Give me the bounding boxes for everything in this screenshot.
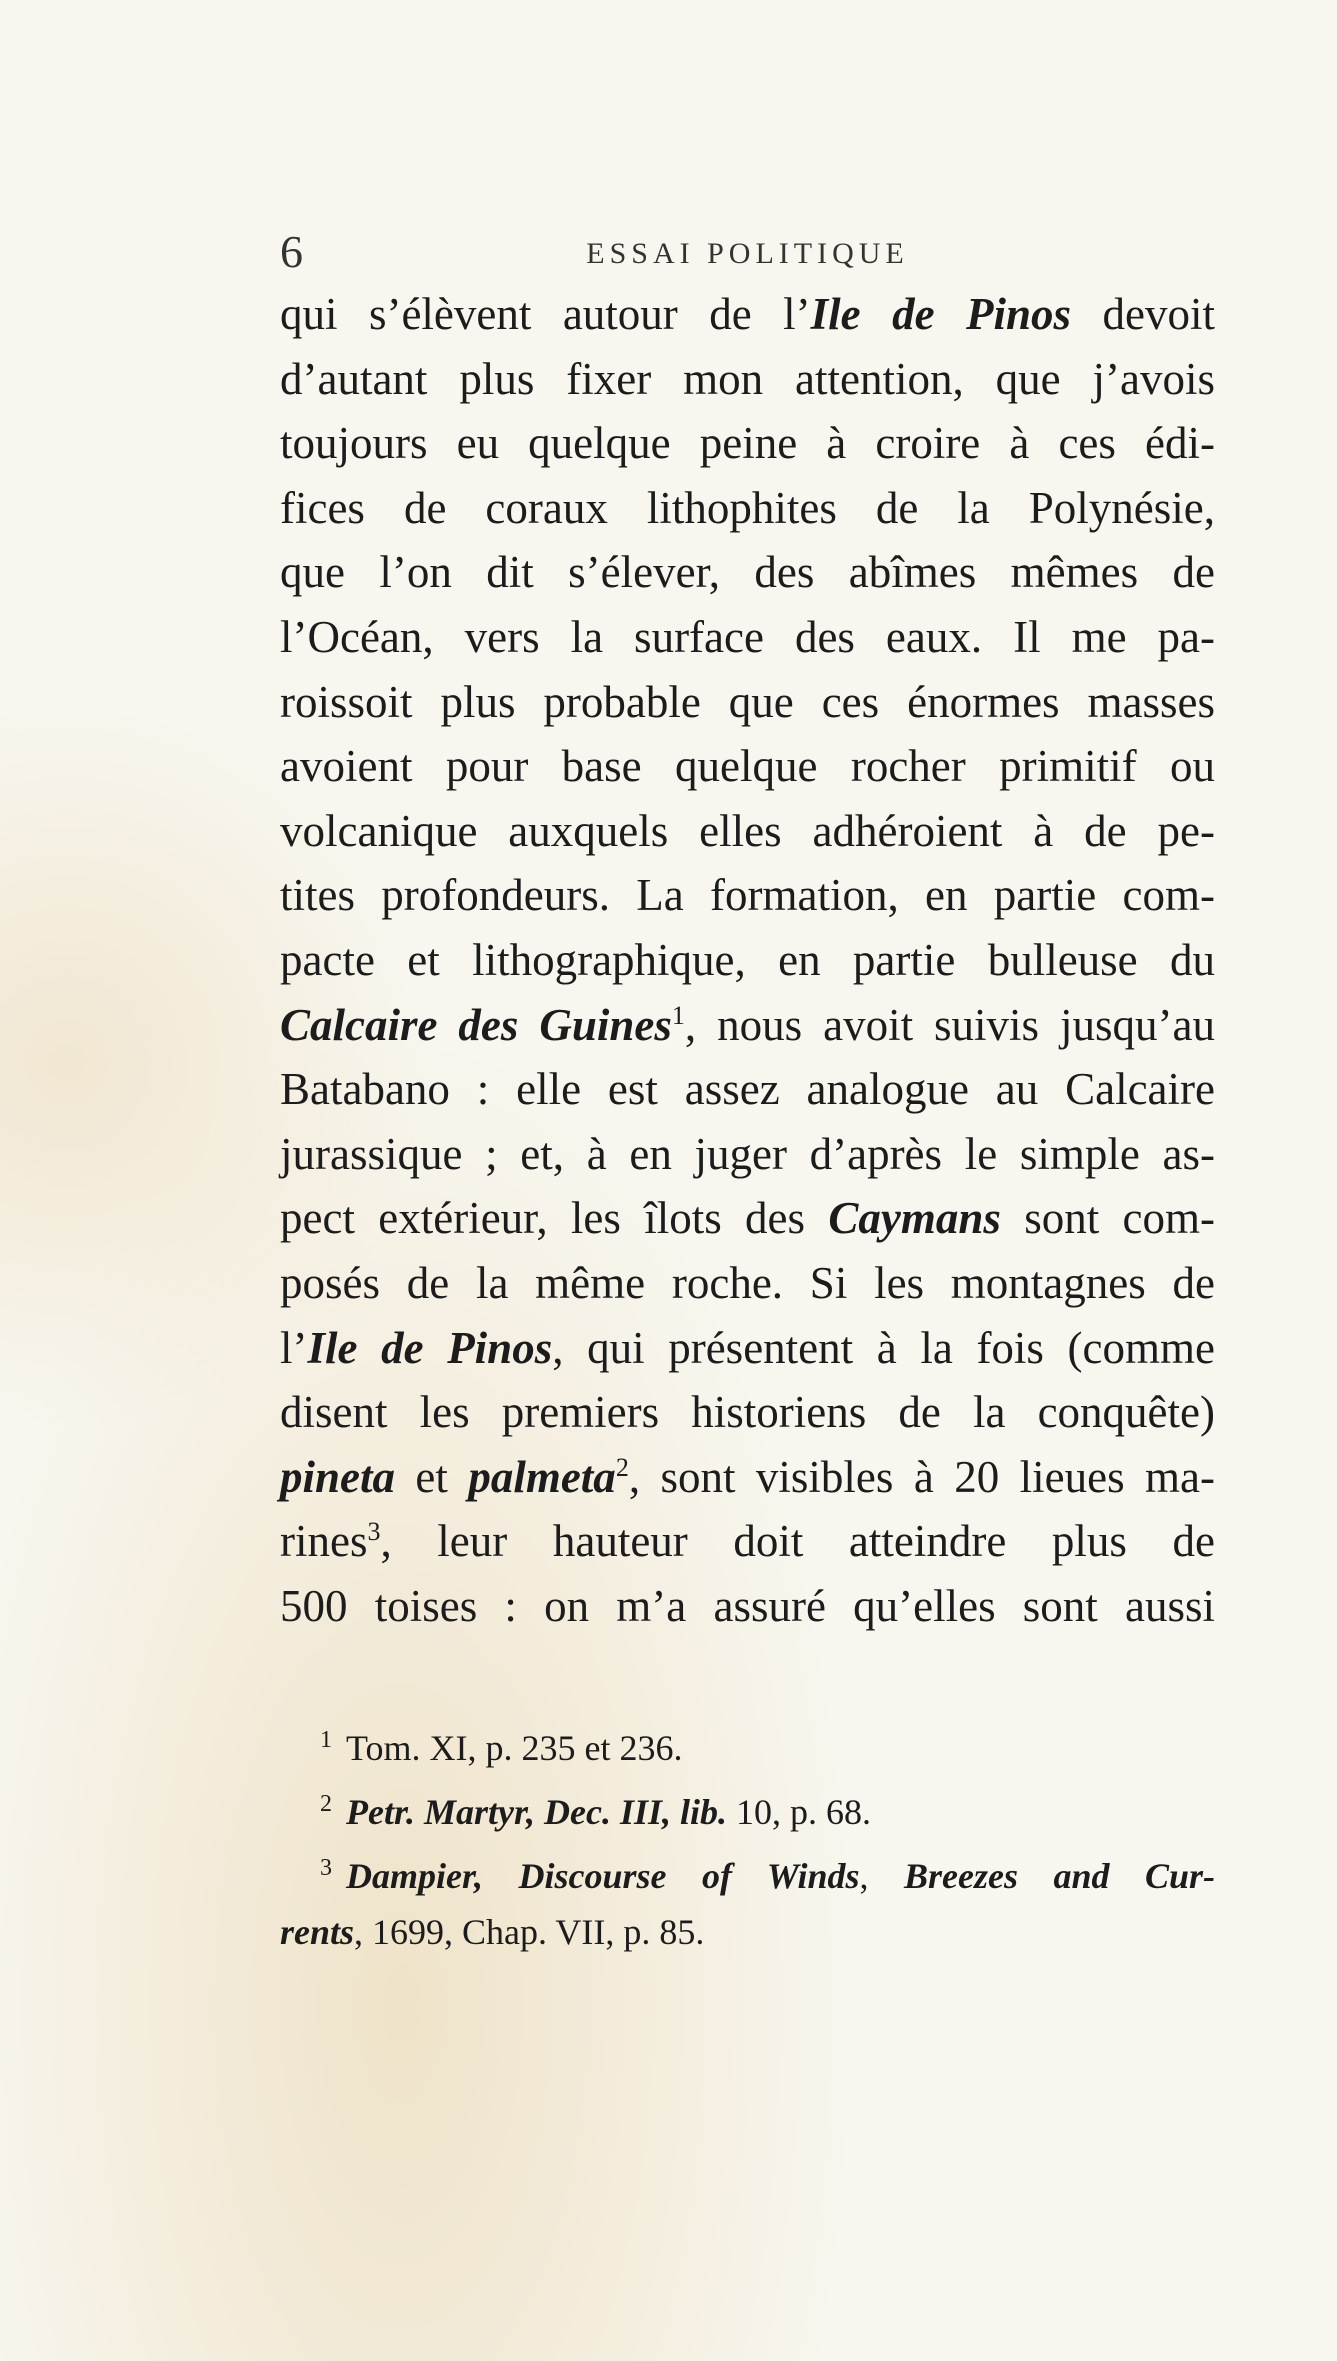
text-line: volcanique auxquels elles adhéroient à de pe- xyxy=(280,805,1215,856)
text-line: posés de la même roche. Si les montagnes de xyxy=(280,1257,1215,1308)
text-line: 500 toises : on m’a assuré qu’elles sont aussi xyxy=(280,1580,1215,1631)
footnote-continuation: rents, 1699, Chap. VII, p. 85. xyxy=(280,1912,705,1952)
text-line: Calcaire des Guines$^1$, nous avoit suivis jusqu’au xyxy=(280,999,1215,1050)
text-line: pineta et palmeta$^2$, sont visibles à 20 lieues ma- xyxy=(280,1451,1215,1502)
body-text xyxy=(280,282,1215,1638)
text-line: l’Océan, vers la surface des eaux. Il me pa- xyxy=(280,611,1215,662)
text-line: rines$^3$, leur hauteur doit atteindre plus de xyxy=(280,1516,1215,1567)
text-line: Batabano : elle est assez analogue au Calcaire xyxy=(280,1064,1215,1115)
page-header xyxy=(280,225,1215,285)
text-line: d’autant plus fixer mon attention, que j’avois xyxy=(280,353,1215,404)
text-line: avoient pour base quelque rocher primitif ou xyxy=(280,741,1215,792)
footnote: $^1$ Tom. XI, p. 235 et 236. xyxy=(320,1727,683,1768)
text-line: tites profondeurs. La formation, en partie com- xyxy=(280,870,1215,921)
text-line: disent les premiers historiens de la conquête) xyxy=(280,1387,1215,1438)
running-head: ESSAI POLITIQUE xyxy=(586,237,909,270)
text-line: pacte et lithographique, en partie bulleuse du xyxy=(280,934,1215,985)
text-line: que l’on dit s’élever, des abîmes mêmes de xyxy=(280,547,1215,598)
text-line: l’Ile de Pinos, qui présentent à la fois (comme xyxy=(280,1322,1215,1373)
footnote: $^3$ Dampier, Discourse of Winds, Breezes and Cur- xyxy=(320,1855,1215,1896)
text-line: fices de coraux lithophites de la Polynésie, xyxy=(280,482,1215,533)
text-line: jurassique ; et, à en juger d’après le simple as- xyxy=(280,1128,1215,1179)
text-line: roissoit plus probable que ces énormes masses xyxy=(280,676,1215,727)
footnote: $^2$ Petr. Martyr, Dec. III, lib. 10, p. 68. xyxy=(320,1791,872,1832)
text-line: qui s’élèvent autour de l’Ile de Pinos devoit xyxy=(280,289,1215,339)
text-line: pect extérieur, les îlots des Caymans sont com- xyxy=(280,1193,1215,1244)
page-number: 6 xyxy=(280,226,303,277)
text-line: toujours eu quelque peine à croire à ces édi- xyxy=(280,418,1215,469)
footnotes xyxy=(280,1712,1215,1960)
